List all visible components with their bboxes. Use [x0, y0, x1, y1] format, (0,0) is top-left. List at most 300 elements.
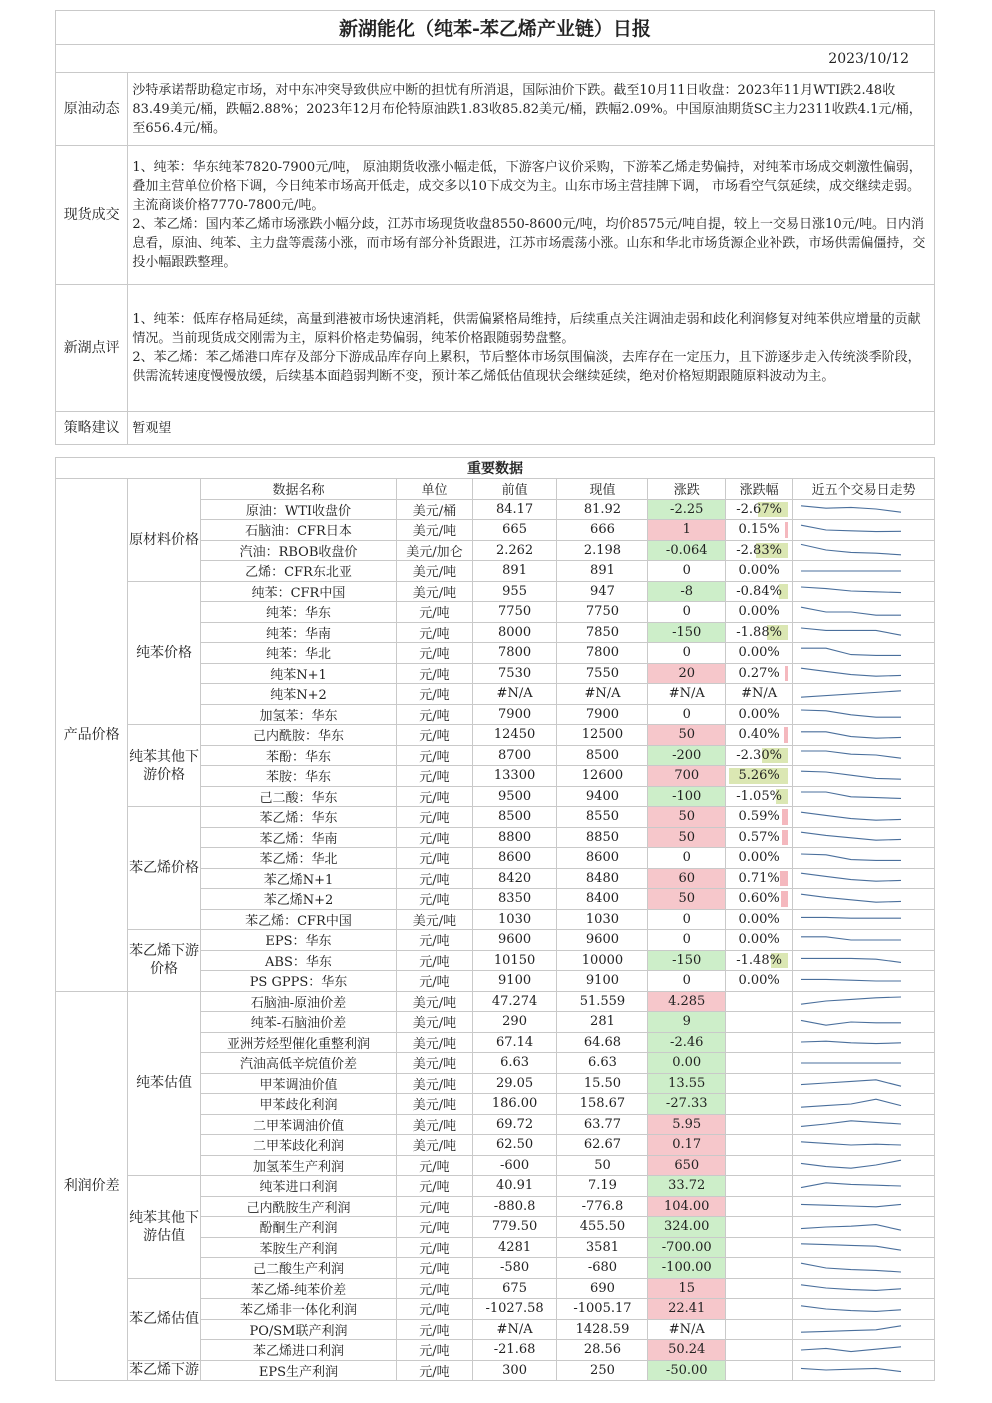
cell-cur: 12500	[557, 725, 648, 746]
cell-cur: 7850	[557, 622, 648, 643]
cell-name: PO/SM联产利润	[200, 1319, 396, 1340]
cell-cur: 12600	[557, 766, 648, 787]
report-table	[55, 10, 935, 1381]
trend-sparkline	[793, 1237, 935, 1258]
cell-chg: 0	[648, 909, 726, 930]
cell-unit: 元/吨	[397, 848, 472, 869]
cell-pct	[726, 704, 793, 725]
cell-name: 苯乙烯-纯苯价差	[200, 1278, 396, 1299]
trend-sparkline	[793, 520, 935, 541]
cell-name: 二甲苯调油价值	[200, 1114, 396, 1135]
trend-sparkline	[793, 1278, 935, 1299]
cell-chg: -100.00	[648, 1258, 726, 1279]
cell-prev: 7530	[472, 663, 557, 684]
cell-prev: 8000	[472, 622, 557, 643]
cell-prev: 9100	[472, 971, 557, 992]
table-row	[56, 499, 935, 520]
group-cell: 原材料价格	[128, 499, 200, 581]
cell-name: 苯胺生产利润	[200, 1237, 396, 1258]
sparkline-path	[801, 1080, 901, 1086]
cell-pct	[726, 766, 793, 787]
cell-name: 乙烯：CFR东北亚	[200, 561, 396, 582]
pct-data-bar	[784, 727, 789, 743]
section-text: 沙特承诺帮助稳定市场，对中东冲突导致供应中断的担忧有所消退，国际油价下跌。截至10月11日收盘：2023年11月WTI跌2.48收83.49美元/桶，跌幅2.88%；2023年12月布伦特原油跌1.83收85.82美元/桶，跌幅2.09%。中国原油期货SC主力2311收跌4.1元/桶，至656.4元/桶。	[128, 73, 935, 146]
cell-prev: -580	[472, 1258, 557, 1279]
cell-prev: 300	[472, 1360, 557, 1381]
cell-pct	[726, 827, 793, 848]
cell-name: 苯乙烯N+2	[200, 889, 396, 910]
cell-name: 纯苯-石脑油价差	[200, 1012, 396, 1033]
sparkline-path	[801, 710, 901, 717]
cell-cur: 9100	[557, 971, 648, 992]
cell-name: 石脑油：CFR日本	[200, 520, 396, 541]
sparkline-path	[801, 792, 901, 798]
trend-sparkline	[793, 1114, 935, 1135]
cell-prev: 8600	[472, 848, 557, 869]
table-row	[56, 930, 935, 951]
sparkline-path	[801, 1285, 901, 1291]
cell-prev: 7750	[472, 602, 557, 623]
cell-cur: 455.50	[557, 1217, 648, 1238]
cell-prev: 675	[472, 1278, 557, 1299]
sparkline-path	[801, 873, 901, 881]
sparkline-path	[801, 1244, 901, 1250]
cell-cur: 64.68	[557, 1032, 648, 1053]
pct-text: 0.71%	[738, 870, 780, 886]
cell-chg: 0	[648, 561, 726, 582]
sparkline-path	[801, 691, 901, 697]
cell-pct	[726, 745, 793, 766]
cell-prev: #N/A	[472, 684, 557, 705]
cell-name: 纯苯N+2	[200, 684, 396, 705]
pct-text: 0.60%	[738, 891, 780, 907]
sparkline-path	[801, 959, 901, 963]
cell-prev: 10150	[472, 950, 557, 971]
cell-chg: 0	[648, 930, 726, 951]
report-date: 2023/10/12	[56, 45, 935, 73]
cell-name: 加氢苯生产利润	[200, 1155, 396, 1176]
cell-chg: 33.72	[648, 1176, 726, 1197]
trend-sparkline	[793, 889, 935, 910]
cell-name: 汽油高低辛烷值价差	[200, 1053, 396, 1074]
cell-name: 原油：WTI收盘价	[200, 499, 396, 520]
trend-sparkline	[793, 868, 935, 889]
sparkline-path	[801, 1160, 901, 1168]
cell-pct	[726, 971, 793, 992]
sparkline-path	[801, 607, 901, 615]
sparkline-path	[801, 854, 901, 860]
cell-pct	[726, 663, 793, 684]
cell-pct	[726, 786, 793, 807]
sparkline-path	[801, 1263, 901, 1272]
group-cell: 苯乙烯估值	[128, 1278, 200, 1360]
pct-text: 0.00%	[738, 604, 780, 620]
cell-pct	[726, 1319, 793, 1340]
section-text: 1、纯苯：低库存格局延续，高量到港被市场快速消耗，供需偏紧格局维持，后续重点关注调油走弱和歧化利润修复对纯苯供应增量的贡献情况。当前现货成交刚需为主，原料价格走势偏弱，纯苯价格跟随弱势盘整。 2、苯乙烯：苯乙烯港口库存及部分下游成品库存向上累积，节后整体市场氛围偏淡，去库存在一定压力，且下游逐步走入传统淡季阶段，供需流转速度慢慢放缓，后续基本面趋弱判断不变，预计苯乙烯低估值现状会继续延续，绝对价格短期跟随原料波动为主。	[128, 285, 935, 412]
section-label: 策略建议	[56, 412, 128, 445]
pct-text: 0.00%	[738, 563, 780, 579]
cell-chg: 0	[648, 643, 726, 664]
cell-unit: 美元/吨	[397, 1135, 472, 1156]
cell-cur: 10000	[557, 950, 648, 971]
cell-chg: -700.00	[648, 1237, 726, 1258]
pct-text: 0.00%	[738, 973, 780, 989]
cell-pct	[726, 1114, 793, 1135]
section-label: 现货成交	[56, 146, 128, 285]
cell-cur: 51.559	[557, 991, 648, 1012]
category-cell: 利润价差	[56, 991, 128, 1381]
sparkline-path	[801, 1347, 901, 1352]
sparkline-path	[801, 937, 901, 940]
table-row	[56, 725, 935, 746]
trend-sparkline	[793, 848, 935, 869]
cell-pct	[726, 684, 793, 705]
cell-cur: 28.56	[557, 1340, 648, 1361]
trend-sparkline	[793, 1196, 935, 1217]
cell-cur: 1428.59	[557, 1319, 648, 1340]
sparkline-path	[801, 997, 901, 1004]
trend-sparkline	[793, 950, 935, 971]
cell-prev: 665	[472, 520, 557, 541]
trend-sparkline	[793, 1012, 935, 1033]
cell-prev: 8800	[472, 827, 557, 848]
cell-unit: 元/吨	[397, 1155, 472, 1176]
cell-chg: #N/A	[648, 684, 726, 705]
cell-name: PS GPPS：华东	[200, 971, 396, 992]
cell-prev: 891	[472, 561, 557, 582]
cell-cur: 281	[557, 1012, 648, 1033]
cell-unit: 元/吨	[397, 766, 472, 787]
cell-prev: 84.17	[472, 499, 557, 520]
trend-sparkline	[793, 1176, 935, 1197]
sparkline-path	[801, 1020, 901, 1025]
trend-sparkline	[793, 499, 935, 520]
pct-text: 0.59%	[738, 809, 780, 825]
cell-prev: 47.274	[472, 991, 557, 1012]
pct-text: 0.00%	[738, 911, 780, 927]
cell-chg: -27.33	[648, 1094, 726, 1115]
cell-prev: 8420	[472, 868, 557, 889]
cell-pct	[726, 930, 793, 951]
trend-sparkline	[793, 1299, 935, 1320]
cell-cur: 7.19	[557, 1176, 648, 1197]
cell-chg: 700	[648, 766, 726, 787]
cell-chg: -100	[648, 786, 726, 807]
cell-chg: -8	[648, 581, 726, 602]
pct-text: 0.40%	[738, 727, 780, 743]
group-cell: 纯苯价格	[128, 581, 200, 725]
sparkline-path	[801, 832, 901, 840]
cell-prev: 69.72	[472, 1114, 557, 1135]
cell-name: EPS：华东	[200, 930, 396, 951]
cell-name: 苯乙烯：华东	[200, 807, 396, 828]
cell-name: 苯乙烯：华北	[200, 848, 396, 869]
cell-chg: 22.41	[648, 1299, 726, 1320]
cell-unit: 美元/吨	[397, 1012, 472, 1033]
cell-pct	[726, 540, 793, 561]
cell-chg: 0	[648, 704, 726, 725]
cell-prev: 29.05	[472, 1073, 557, 1094]
cell-chg: 9	[648, 1012, 726, 1033]
report-title: 新湖能化（纯苯-苯乙烯产业链）日报	[56, 11, 935, 45]
cell-name: 苯乙烯：CFR中国	[200, 909, 396, 930]
pct-text: 0.00%	[738, 932, 780, 948]
trend-sparkline	[793, 930, 935, 951]
cell-unit: 元/吨	[397, 622, 472, 643]
pct-text: #N/A	[741, 686, 778, 702]
sparkline-path	[801, 1205, 901, 1207]
cell-unit: 元/吨	[397, 663, 472, 684]
cell-cur: 690	[557, 1278, 648, 1299]
column-header: 前值	[472, 479, 557, 500]
cell-prev: -600	[472, 1155, 557, 1176]
cell-chg: -2.25	[648, 499, 726, 520]
cell-cur: -1005.17	[557, 1299, 648, 1320]
cell-name: ABS：华东	[200, 950, 396, 971]
cell-cur: -776.8	[557, 1196, 648, 1217]
sparkline-path	[801, 648, 901, 655]
cell-prev: #N/A	[472, 1319, 557, 1340]
pct-text: 0.15%	[738, 522, 780, 538]
cell-cur: 2.198	[557, 540, 648, 561]
trend-sparkline	[793, 1340, 935, 1361]
trend-sparkline	[793, 827, 935, 848]
cell-prev: 8350	[472, 889, 557, 910]
cell-unit: 元/吨	[397, 1278, 472, 1299]
cell-pct	[726, 602, 793, 623]
cell-unit: 元/吨	[397, 1319, 472, 1340]
pct-text: 5.26%	[738, 768, 780, 784]
cell-unit: 元/吨	[397, 1196, 472, 1217]
cell-chg: 650	[648, 1155, 726, 1176]
cell-cur: 8480	[557, 868, 648, 889]
cell-chg: 50	[648, 725, 726, 746]
cell-pct	[726, 950, 793, 971]
sparkline-path	[801, 771, 901, 779]
group-cell: 纯苯估值	[128, 991, 200, 1176]
sparkline-path	[801, 732, 901, 738]
cell-pct	[726, 1053, 793, 1074]
sparkline-path	[801, 628, 901, 635]
trend-sparkline	[793, 991, 935, 1012]
cell-cur: 8550	[557, 807, 648, 828]
cell-name: 己二酸生产利润	[200, 1258, 396, 1279]
pct-text: -1.88%	[736, 624, 782, 640]
cell-cur: #N/A	[557, 684, 648, 705]
table-row	[56, 1360, 935, 1381]
cell-chg: 0	[648, 602, 726, 623]
sparkline-path	[801, 545, 901, 555]
pct-text: 0.57%	[738, 829, 780, 845]
cell-cur: 947	[557, 581, 648, 602]
cell-name: 纯苯：CFR中国	[200, 581, 396, 602]
cell-unit: 美元/加仑	[397, 540, 472, 561]
cell-cur: 63.77	[557, 1114, 648, 1135]
cell-unit: 元/吨	[397, 930, 472, 951]
cell-prev: -880.8	[472, 1196, 557, 1217]
cell-unit: 元/吨	[397, 684, 472, 705]
cell-cur: 158.67	[557, 1094, 648, 1115]
cell-unit: 元/吨	[397, 868, 472, 889]
cell-unit: 元/吨	[397, 1258, 472, 1279]
pct-text: -1.48%	[736, 952, 782, 968]
section-label: 新湖点评	[56, 285, 128, 412]
pct-data-bar	[780, 871, 788, 887]
cell-cur: 9600	[557, 930, 648, 951]
cell-unit: 元/吨	[397, 950, 472, 971]
pct-text: 0.27%	[738, 665, 780, 681]
cell-cur: -680	[557, 1258, 648, 1279]
trend-sparkline	[793, 971, 935, 992]
cell-unit: 美元/吨	[397, 1032, 472, 1053]
pct-data-bar	[785, 522, 788, 538]
cell-cur: 7550	[557, 663, 648, 684]
cell-unit: 美元/吨	[397, 1073, 472, 1094]
column-header: 涨跌	[648, 479, 726, 500]
cell-name: 酚酮生产利润	[200, 1217, 396, 1238]
cell-chg: 13.55	[648, 1073, 726, 1094]
cell-pct	[726, 889, 793, 910]
cell-cur: 666	[557, 520, 648, 541]
cell-pct	[726, 520, 793, 541]
sparkline-path	[801, 812, 901, 820]
section-text: 1、纯苯：华东纯苯7820-7900元/吨， 原油期货收涨小幅走低，下游客户议价采购，下游苯乙烯走势偏持，对纯苯市场成交刺激性偏弱，叠加主营单位价格下调，今日纯苯市场高开低走，成交多以10下成交为主。山东市场主营挂牌下调， 市场看空气氛延续，成交继续走弱。主流商谈价格7770-7800元/吨。 2、苯乙烯：国内苯乙烯市场涨跌小幅分歧，江苏市场现货收盘8550-8600元/吨，均价8575元/吨自提，较上一交易日涨10元/吨。日内消息看，原油、纯苯、主力盘等震荡小涨，而市场有部分补货跟进，江苏市场震荡小涨。山东和华北市场货源企业补跌，市场供需偏僵持，交投小幅跟跌整理。	[128, 146, 935, 285]
cell-chg: 50	[648, 807, 726, 828]
sparkline-path	[801, 1121, 901, 1127]
cell-chg: 50.24	[648, 1340, 726, 1361]
cell-chg: 4.285	[648, 991, 726, 1012]
cell-pct	[726, 1032, 793, 1053]
group-cell: 苯乙烯价格	[128, 807, 200, 930]
cell-pct	[726, 1073, 793, 1094]
trend-sparkline	[793, 1073, 935, 1094]
cell-unit: 元/吨	[397, 704, 472, 725]
cell-cur: 8500	[557, 745, 648, 766]
cell-prev: 955	[472, 581, 557, 602]
cell-prev: 12450	[472, 725, 557, 746]
cell-name: 甲苯调油价值	[200, 1073, 396, 1094]
sparkline-path	[801, 1183, 901, 1188]
cell-unit: 美元/吨	[397, 991, 472, 1012]
cell-pct	[726, 909, 793, 930]
sparkline-path	[801, 506, 901, 512]
sparkline-path	[801, 1099, 901, 1107]
trend-sparkline	[793, 684, 935, 705]
cell-unit: 元/吨	[397, 1360, 472, 1381]
cell-chg: 0.17	[648, 1135, 726, 1156]
cell-chg: 5.95	[648, 1114, 726, 1135]
cell-cur: 8600	[557, 848, 648, 869]
cell-cur: 7900	[557, 704, 648, 725]
cell-prev: 9500	[472, 786, 557, 807]
cell-unit: 美元/吨	[397, 581, 472, 602]
cell-prev: 67.14	[472, 1032, 557, 1053]
cell-unit: 元/吨	[397, 971, 472, 992]
cell-pct	[726, 1258, 793, 1279]
cell-prev: 1030	[472, 909, 557, 930]
section-label: 原油动态	[56, 73, 128, 146]
column-header: 涨跌幅	[726, 479, 793, 500]
cell-prev: 8500	[472, 807, 557, 828]
pct-text: -0.84%	[736, 583, 782, 599]
cell-pct	[726, 848, 793, 869]
sparkline-path	[801, 525, 901, 531]
group-cell: 纯苯其他下游估值	[128, 1176, 200, 1279]
cell-pct	[726, 1360, 793, 1381]
sparkline-path	[801, 587, 901, 593]
cell-name: 苯乙烯进口利润	[200, 1340, 396, 1361]
cell-pct	[726, 1340, 793, 1361]
cell-chg: 0	[648, 971, 726, 992]
cell-chg: -50.00	[648, 1360, 726, 1381]
sparkline-path	[801, 1306, 901, 1312]
cell-name: 二甲苯歧化利润	[200, 1135, 396, 1156]
pct-data-bar	[785, 666, 788, 682]
sparkline-path	[801, 1326, 901, 1332]
cell-cur: 8850	[557, 827, 648, 848]
column-header: 现值	[557, 479, 648, 500]
trend-sparkline	[793, 704, 935, 725]
cell-pct	[726, 1237, 793, 1258]
sparkline-path	[801, 894, 901, 902]
cell-cur: 9400	[557, 786, 648, 807]
cell-unit: 元/吨	[397, 1299, 472, 1320]
trend-sparkline	[793, 581, 935, 602]
section-text: 暂观望	[128, 412, 935, 445]
cell-chg: 50	[648, 889, 726, 910]
cell-chg: 324.00	[648, 1217, 726, 1238]
cell-unit: 元/吨	[397, 807, 472, 828]
pct-text: -2.30%	[736, 747, 782, 763]
cell-pct	[726, 1217, 793, 1238]
cell-name: 苯酚：华东	[200, 745, 396, 766]
cell-name: 石脑油-原油价差	[200, 991, 396, 1012]
group-cell: 纯苯其他下游价格	[128, 725, 200, 807]
cell-cur: 15.50	[557, 1073, 648, 1094]
cell-chg: #N/A	[648, 1319, 726, 1340]
pct-data-bar	[782, 809, 789, 825]
cell-pct	[726, 1299, 793, 1320]
cell-unit: 美元/吨	[397, 561, 472, 582]
cell-chg: 0	[648, 848, 726, 869]
pct-text: -2.67%	[736, 501, 782, 517]
cell-pct	[726, 643, 793, 664]
cell-cur: 7750	[557, 602, 648, 623]
cell-prev: 8700	[472, 745, 557, 766]
cell-prev: 290	[472, 1012, 557, 1033]
trend-sparkline	[793, 1094, 935, 1115]
cell-unit: 元/吨	[397, 827, 472, 848]
cell-prev: 779.50	[472, 1217, 557, 1238]
trend-sparkline	[793, 1360, 935, 1381]
cell-cur: 50	[557, 1155, 648, 1176]
column-header: 数据名称	[200, 479, 396, 500]
cell-chg: 104.00	[648, 1196, 726, 1217]
cell-unit: 元/吨	[397, 1217, 472, 1238]
sparkline-path	[801, 1224, 901, 1230]
cell-pct	[726, 1176, 793, 1197]
trend-sparkline	[793, 1217, 935, 1238]
sparkline-path	[801, 1369, 901, 1372]
cell-name: 己二酸：华东	[200, 786, 396, 807]
cell-name: 苯乙烯非一体化利润	[200, 1299, 396, 1320]
cell-pct	[726, 807, 793, 828]
cell-name: 苯胺：华东	[200, 766, 396, 787]
cell-pct	[726, 725, 793, 746]
sparkline-path	[801, 751, 901, 758]
trend-sparkline	[793, 725, 935, 746]
cell-unit: 元/吨	[397, 889, 472, 910]
